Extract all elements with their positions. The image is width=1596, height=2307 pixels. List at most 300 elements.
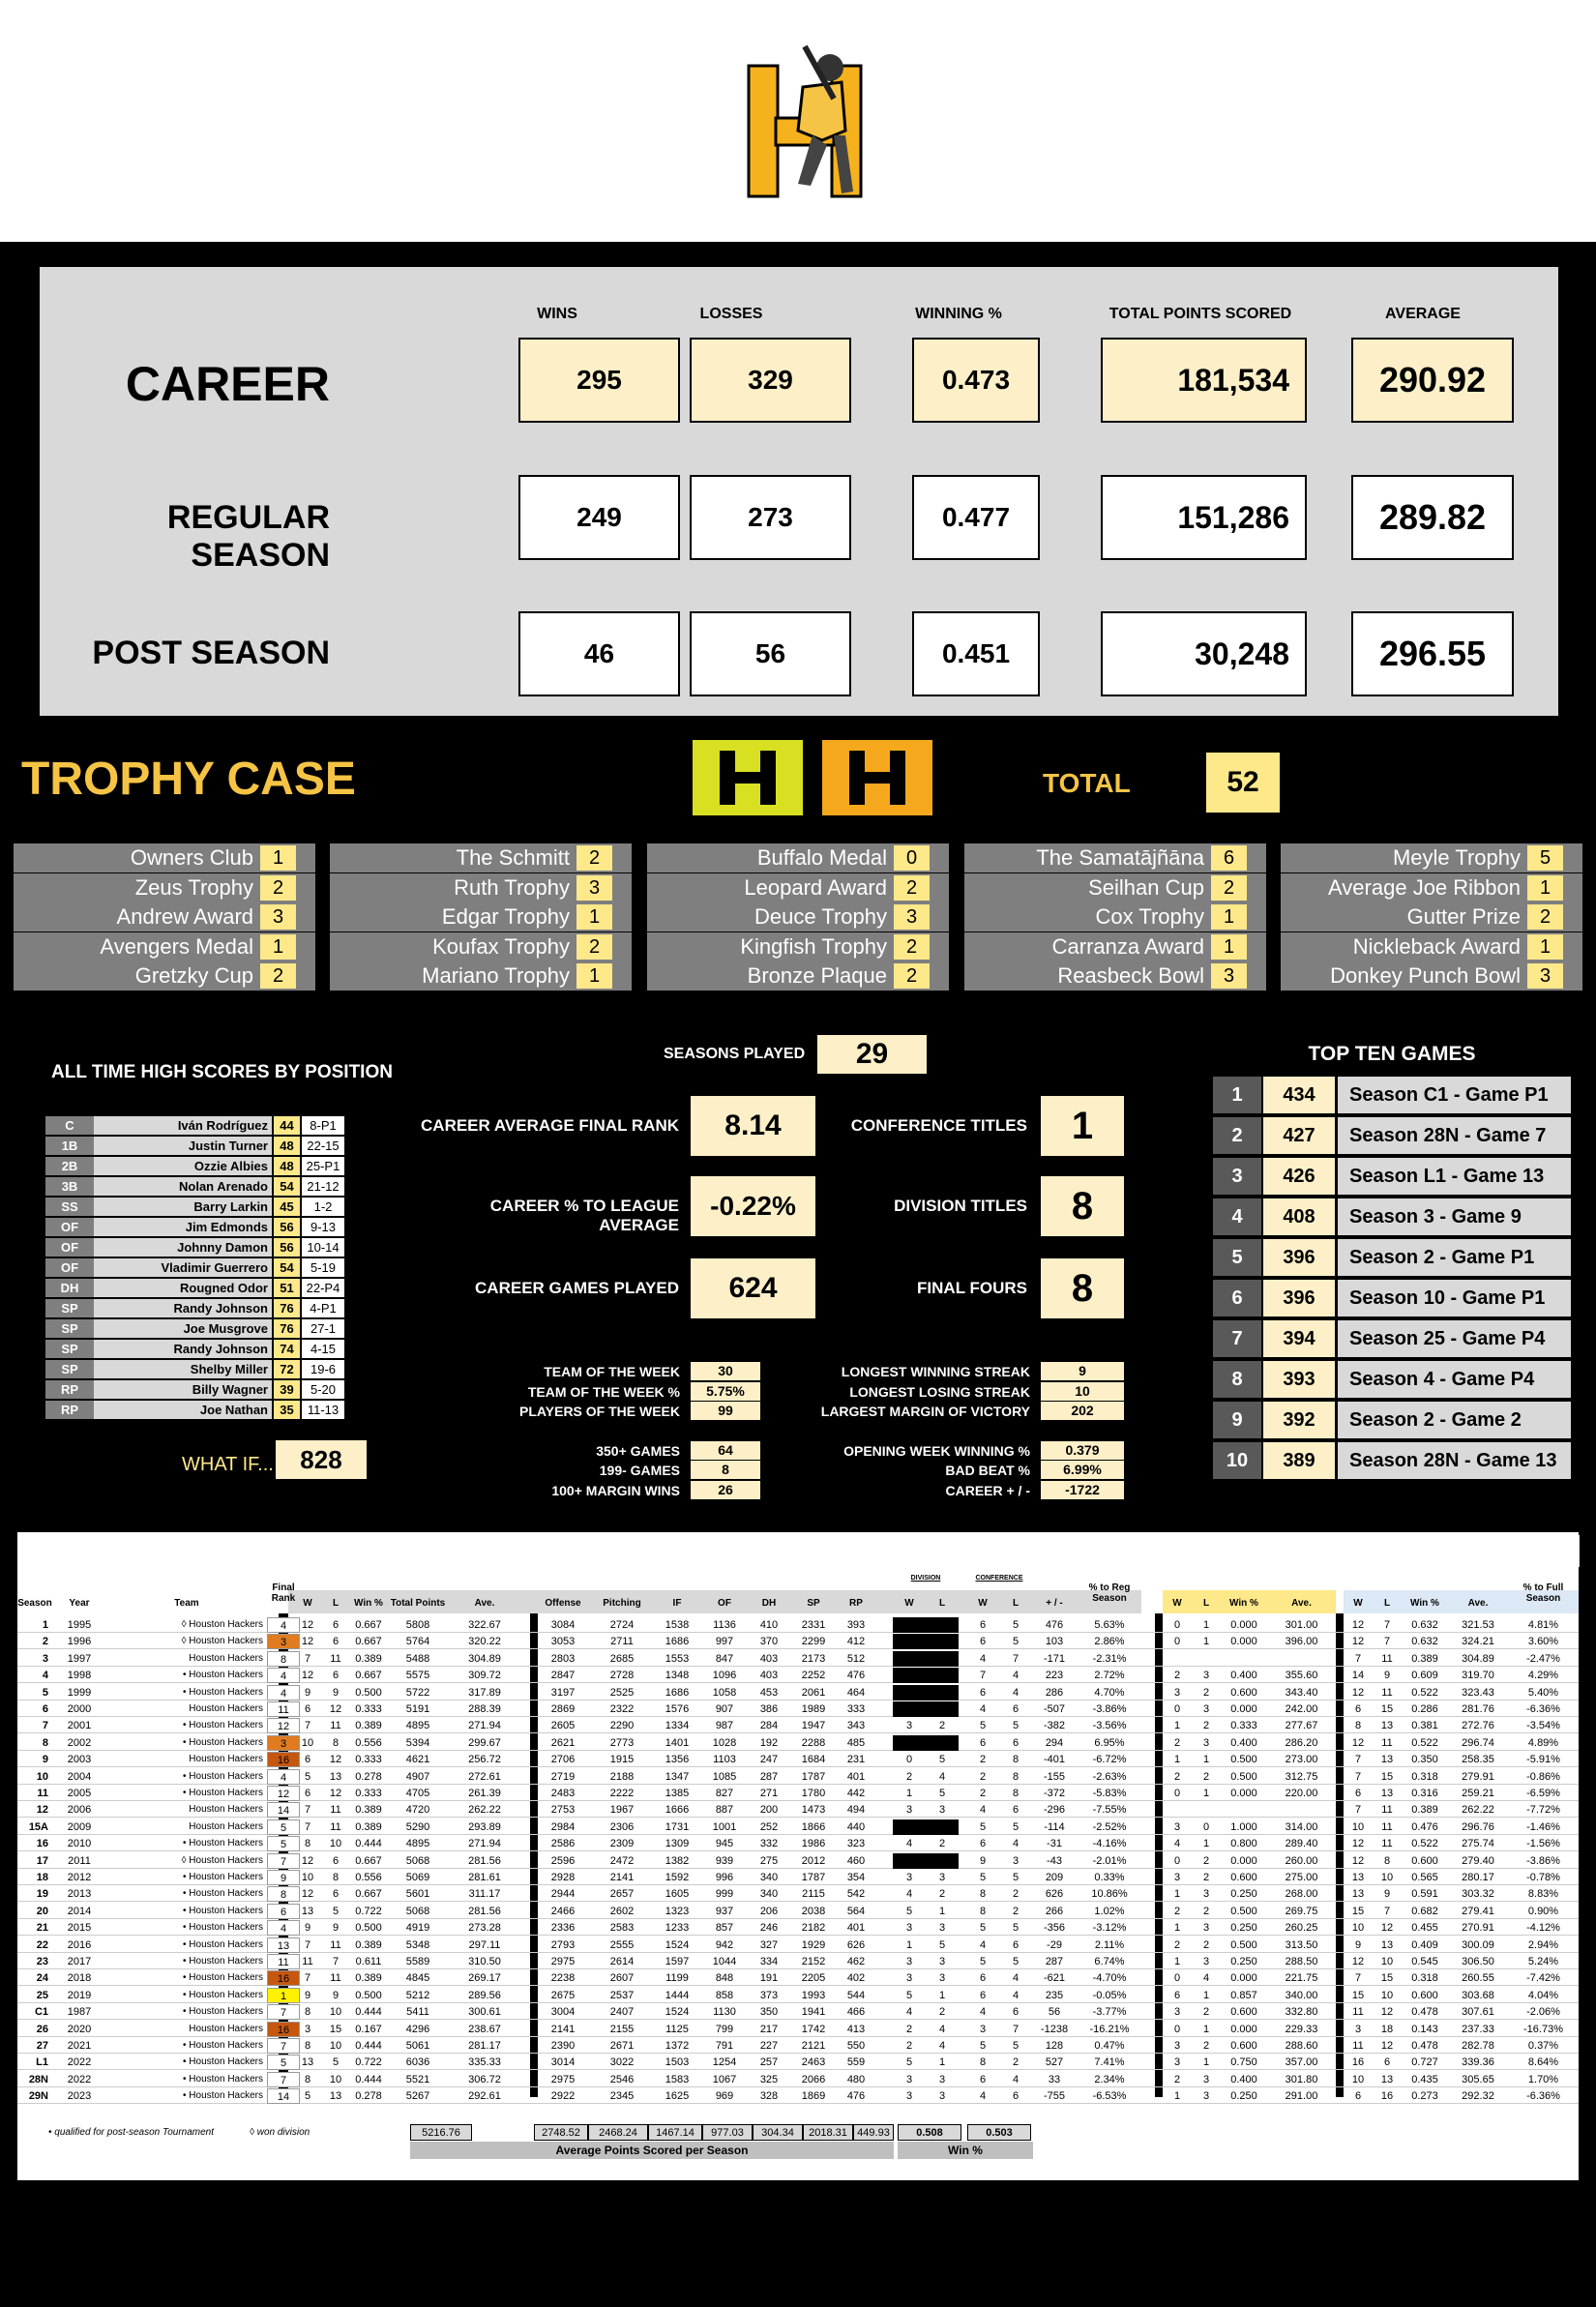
position: RP [45,1401,94,1419]
season-cell: 848 [715,1972,734,1985]
season-cell: • Houston Hackers [183,1888,263,1900]
high-score-row [45,1340,367,1358]
small-stat-value: -1722 [1041,1481,1124,1499]
season-cell: 11 [1381,1820,1393,1833]
season-row [17,1904,1579,1919]
season-cell: 5 [1012,1922,1020,1935]
column-header: W [303,1598,312,1609]
season-row [17,1937,1579,1953]
season-cell: • Houston Hackers [183,1770,263,1782]
top-game-name: Season C1 - Game P1 [1338,1077,1571,1113]
season-cell: 309.72 [468,1670,501,1682]
season-cell: 200 [759,1804,779,1817]
post-losses: 56 [690,611,851,696]
high-scores-title: ALL TIME HIGH SCORES BY POSITION [51,1062,393,1082]
season-cell: -6.59% [1526,1788,1560,1799]
season-cell: 303.68 [1462,1989,1494,2001]
post-average: 296.55 [1351,611,1514,696]
season-cell: 2020 [67,2023,92,2035]
season-cell: L1 [36,2056,48,2069]
season-cell: 2205 [801,1972,826,1985]
player-name: Joe Nathan [94,1401,272,1419]
column-header: L [1383,1598,1391,1609]
season-cell: 0.632 [1411,1619,1438,1631]
season-cell: 291.00 [1285,2090,1318,2103]
season-cell: 1 [267,1988,300,2003]
season-cell: 5 [1012,1636,1020,1648]
season-cell: 0.722 [355,2056,382,2069]
season-cell: 11 [330,1820,341,1833]
season-cell: 0.278 [355,1770,382,1783]
season-cell: 7 [304,1972,311,1985]
season-cell: 0.609 [1411,1670,1438,1682]
season-cell: 300.61 [468,2006,501,2019]
season-cell: 0.000 [1230,2023,1257,2035]
column-header: IF [672,1598,682,1609]
season-cell: 2309 [609,1838,635,1850]
season-cell: 270.91 [1462,1922,1494,1935]
season-cell: 272.76 [1462,1720,1494,1732]
season-cell: 6.95% [1094,1736,1125,1749]
career-total-points: 181,534 [1101,338,1307,423]
season-cell: 268.00 [1285,1888,1318,1901]
season-cell: 3 [1173,2040,1181,2052]
player-name: Johnny Damon [94,1238,272,1257]
trophy-name: Meyle Trophy [1392,845,1521,870]
season-cell: 10 [1380,1956,1394,1967]
season-cell: 0.389 [1411,1804,1438,1817]
season-cell: 275.00 [1285,1872,1318,1883]
column-header: Final Rank [271,1582,296,1604]
high-score-row [45,1198,367,1216]
season-cell [893,1853,926,1869]
season-cell: 1233 [665,1922,690,1935]
season-cell: 307.61 [1462,2006,1494,2019]
season-cell: 11 [330,1652,341,1665]
season-cell: 999 [715,1888,734,1901]
season-cell: 1 [1202,1619,1210,1631]
season-cell: 303.32 [1462,1888,1494,1901]
games-played: 624 [691,1258,815,1318]
season-cell: 4720 [405,1804,430,1817]
season-cell: 12 [329,1788,342,1799]
season-cell: 7 [1383,1905,1391,1917]
season-cell: 10 [329,1838,342,1850]
row-label-post-season: POST SEASON [92,635,330,671]
position: SP [45,1299,94,1317]
season-cell: 4296 [405,2023,430,2035]
season-cell: 791 [715,2040,734,2052]
season-cell: 3 [1173,1872,1181,1883]
season-row [17,1685,1579,1701]
season-cell: 8 [979,1905,987,1917]
season-cell: 3 [1202,2090,1210,2103]
season-cell: 2602 [609,1905,635,1917]
post-wins: 46 [518,611,680,696]
season-cell: 6 [304,1703,311,1715]
season-cell: 11 [330,1972,341,1985]
top-game-name: Season 2 - Game P1 [1338,1239,1571,1276]
season-cell: 3014 [550,2056,576,2069]
trophy-count: 3 [894,904,930,930]
season-cell: 1996 [67,1636,92,1648]
season-cell: 8 [979,2056,987,2069]
top-game-row [1213,1198,1571,1235]
season-cell: 2724 [609,1619,635,1631]
season-cell: 1199 [665,1972,689,1985]
legend-division: ◊ won division [250,2127,310,2138]
season-cell: 1 [938,1989,946,2001]
season-cell: 11 [302,1956,313,1967]
career-losses: 329 [690,338,851,423]
season-cell: 6 [979,2073,987,2085]
season-cell: 2793 [550,1938,576,1951]
trophy-name: Ruth Trophy [454,874,570,900]
top-game-name: Season 28N - Game 13 [1338,1442,1571,1479]
season-cell: 0.632 [1411,1636,1438,1648]
season-cell: 1787 [801,1770,826,1783]
season-cell: 5601 [405,1888,430,1901]
season-cell: 289.56 [468,1989,501,2001]
season-cell: -0.78% [1526,1872,1560,1883]
top-game-name: Season 4 - Game P4 [1338,1361,1571,1398]
season-cell: 3 [905,1872,913,1883]
season-cell: 10 [1380,1872,1394,1883]
column-header: W [1353,1598,1363,1609]
season-cell: 18 [36,1872,48,1883]
top-game-row [1213,1280,1571,1316]
season-cell: 1686 [665,1686,690,1699]
trophy-count: 3 [260,904,296,930]
trophy-row [14,961,315,991]
avg-rank-label: CAREER AVERAGE FINAL RANK [421,1116,679,1135]
season-cell: 2 [1012,1888,1020,1901]
season-cell: 2869 [550,1703,576,1715]
h-badge-green-icon [693,740,803,815]
season-cell: 2016 [67,1938,92,1951]
season-cell: 209 [1045,1872,1064,1883]
season-cell: 3 [938,2090,946,2103]
season-cell: 16 [1380,2090,1394,2103]
season-cell: 1993 [801,1989,826,2001]
trophy-total: 52 [1206,753,1280,813]
season-cell: 0.600 [1230,1686,1257,1699]
season-cell: 2011 [68,1854,91,1867]
season-cell: 19 [36,1888,48,1901]
season-cell: 12 [329,1754,342,1766]
season-cell: -4.70% [1092,1972,1127,1985]
small-stat-value: 10 [1041,1382,1124,1401]
player-name: Justin Turner [94,1137,272,1155]
season-cell: • Houston Hackers [183,2056,263,2068]
season-cell: 237.33 [1462,2023,1494,2035]
season-cell: 4 [938,2023,946,2035]
season-cell [1267,1651,1336,1667]
season-cell: 261.39 [468,1788,501,1799]
season-cell: 1929 [801,1938,826,1951]
trophy-name: Buffalo Medal [756,845,887,870]
season-cell: 7 [1354,1972,1362,1985]
season-cell: 296.74 [1462,1736,1494,1749]
season-cell: 8 [304,2073,311,2085]
season-cell: 0.278 [355,2090,382,2103]
season-cell: 2 [938,1838,946,1850]
player-name: Ozzie Albies [94,1157,272,1175]
season-cell: 286.20 [1285,1736,1318,1749]
season-cell: 5 [332,1905,340,1917]
season-cell: • Houston Hackers [183,1670,263,1681]
trophy-name: The Schmitt [456,845,570,870]
season-cell: 0.500 [355,1922,382,1935]
season-cell: 1605 [665,1888,690,1901]
season-cell: 5575 [405,1670,430,1682]
season-cell: 8 [1383,1854,1391,1867]
season-cell: 550 [846,2040,866,2052]
season-cell: 288.39 [468,1703,501,1715]
season-cell: 12 [1380,1922,1394,1935]
season-cell: 5 [267,1836,300,1851]
season-cell: 1989 [801,1703,826,1715]
season-cell: 1 [1173,2090,1181,2103]
season-cell: 0.500 [1230,1754,1257,1766]
season-cell: 442 [846,1788,866,1799]
season-cell: 23 [36,1956,48,1967]
row-label-career: CAREER [125,357,330,411]
season-cell: 1684 [801,1754,826,1766]
season-row [17,1668,1579,1683]
season-cell: 11 [1352,2040,1364,2052]
season-cell: 24 [36,1972,48,1985]
season-cell: 6 [1383,2056,1391,2069]
season-row [17,1836,1579,1851]
season-cell: 33 [1048,2073,1061,2085]
season-cell: 4 [905,2006,913,2019]
season-cell: 2 [905,2040,913,2052]
season-cell: 3 [938,2073,946,2085]
season-cell: -2.47% [1526,1652,1560,1665]
season-cell: 2238 [550,1972,576,1985]
season-cell: 343 [846,1720,866,1732]
season-cell: 322.67 [468,1619,501,1631]
season-cell: 6 [1012,1703,1020,1715]
season-cell: 1 [1202,2056,1210,2069]
trophy-row [647,843,949,873]
season-cell: 4.89% [1527,1736,1559,1749]
pct-league-label: CAREER % TO LEAGUE AVERAGE [489,1197,679,1234]
small-stat-label: OPENING WEEK WINNING % [843,1443,1030,1459]
top-game-score: 396 [1263,1239,1335,1276]
season-cell: 8 [304,1838,311,1850]
season-cell: 2 [1202,1854,1210,1867]
season-cell: -372 [1043,1788,1066,1799]
season-cell: 28N [28,2073,48,2085]
season-cell: 3 [938,1972,946,1985]
season-cell: 16 [1351,2056,1365,2069]
trophy-row [330,843,632,873]
season-cell: 320.22 [468,1636,501,1648]
season-cell: 11 [1381,1652,1393,1665]
col-header-average: AVERAGE [1385,306,1461,322]
season-cell: 321.53 [1462,1619,1494,1631]
season-cell: 2675 [550,1989,576,2001]
season-cell: • Houston Hackers [183,1838,263,1849]
season-cell [893,1617,926,1633]
score: 54 [274,1258,300,1277]
col-header-total-points: TOTAL POINTS SCORED [1108,306,1292,322]
season-cell: 453 [759,1686,779,1699]
season-row [17,1988,1579,2003]
season-cell: 325 [759,2073,779,2085]
season-cell: 3004 [550,2006,576,2019]
season-cell: 464 [846,1686,866,1699]
season-cell: -5.91% [1526,1754,1560,1766]
season-cell: 403 [759,1670,779,1682]
season-cell: 4 [979,1804,987,1817]
season-cell: -1238 [1040,2023,1069,2035]
season-cell: 1 [1202,1788,1210,1799]
season-cell: 340.00 [1285,1989,1318,2001]
season-cell: 0.611 [355,1956,382,1967]
game-id: 5-20 [302,1380,344,1399]
high-score-row [45,1157,367,1175]
season-cell: 4.29% [1527,1670,1559,1682]
small-stat-value: 99 [691,1402,760,1420]
season-cell: 8 [1354,1720,1362,1732]
season-cell: 10 [301,1736,314,1749]
season-cell: 4 [979,1703,987,1715]
game-id: 22-15 [302,1137,344,1155]
season-cell [893,1634,926,1649]
season-cell: 393 [846,1619,866,1631]
season-cell: 2061 [801,1686,826,1699]
season-cell: 11 [1381,1838,1393,1850]
season-cell: 440 [846,1820,866,1833]
trophy-count: 2 [1211,875,1247,901]
season-cell: 0.250 [1230,2090,1257,2103]
season-cell: 7 [1354,1770,1362,1783]
season-cell: 284 [759,1720,779,1732]
avg-value: 2018.31 [803,2124,853,2141]
season-cell [1163,1651,1192,1667]
season-cell: 527 [1045,2056,1064,2069]
season-cell: 626 [1045,1888,1064,1901]
column-header: + / - [1046,1598,1063,1609]
top-game-score: 427 [1263,1117,1335,1154]
trophy-name: Andrew Award [116,904,253,929]
season-cell: 4 [267,1685,300,1701]
season-cell: 5394 [405,1736,430,1749]
season-cell: 6 [1354,2090,1362,2103]
season-cell: 220.00 [1285,1788,1318,1799]
season-cell: -3.77% [1092,2006,1127,2019]
division-header: DIVISION [910,1575,941,1582]
season-cell: 5212 [405,1989,430,2001]
season-cell: 7 [979,1670,987,1682]
season-cell: 305.65 [1462,2073,1494,2085]
season-cell: 2322 [609,1703,635,1715]
season-cell: 5 [42,1686,48,1699]
season-cell: 1.70% [1527,2073,1559,2085]
season-cell: 311.17 [468,1888,501,1901]
season-cell: 306.72 [468,2073,501,2085]
season-cell: 279.40 [1462,1854,1494,1867]
season-cell: 1967 [609,1804,635,1817]
season-cell: ◊ Houston Hackers [181,1619,263,1630]
season-cell: 235 [1045,1989,1064,2001]
season-cell: 9 [304,1686,311,1699]
season-cell: 3053 [550,1636,576,1648]
season-cell: 0.000 [1230,1636,1257,1648]
season-cell: 0.000 [1230,1788,1257,1799]
season-cell: Houston Hackers [189,1754,263,1765]
season-cell: 6 [979,1972,987,1985]
position: SP [45,1319,94,1338]
season-cell: 269.17 [468,1972,501,1985]
season-cell: 227 [759,2040,779,2052]
season-row [17,2055,1579,2070]
small-stat-value: 0.379 [1041,1441,1124,1460]
season-cell: 3 [905,1922,913,1935]
season-cell: 396.00 [1285,1636,1318,1648]
season-cell: 5.63% [1094,1619,1125,1631]
column-header: W [1172,1598,1182,1609]
high-score-row [45,1401,367,1419]
season-cell: 3 [938,1922,946,1935]
regular-wins: 249 [518,475,680,560]
game-id: 4-15 [302,1340,344,1358]
season-cell [1221,1651,1267,1667]
small-stat-value: 5.75% [691,1382,760,1401]
season-cell: • Houston Hackers [183,2090,263,2102]
trophy-count: 1 [576,963,612,989]
season-cell: 16 [267,1752,300,1767]
season-cell: 6 [1354,1788,1362,1799]
season-cell: 0.591 [1411,1888,1438,1901]
season-cell: 0.389 [355,1804,382,1817]
season-cell: 969 [715,2090,734,2103]
season-cell: 2290 [609,1720,635,1732]
season-cell: 3 [267,1634,300,1649]
season-cell: 12 [1351,1686,1365,1699]
high-score-row [45,1177,367,1196]
season-cell: 0.857 [1230,1989,1257,2001]
trophy-count: 1 [260,845,296,871]
season-cell: 7 [267,1853,300,1869]
post-total-points: 30,248 [1101,611,1307,696]
season-cell: 1085 [712,1770,737,1783]
season-cell: 1 [1173,1956,1181,1967]
season-cell: 0.478 [1411,2006,1438,2019]
season-cell: 231 [846,1754,866,1766]
season-cell: 282.78 [1462,2040,1494,2052]
season-cell: 0.444 [355,1838,382,1850]
season-row [17,1970,1579,1986]
season-cell: 2685 [609,1652,635,1665]
trophy-name: Cox Trophy [1095,904,1204,929]
game-id: 5-19 [302,1258,344,1277]
season-cell [926,1668,959,1683]
season-cell: 7 [332,1956,340,1967]
season-cell: 281.61 [468,1872,501,1883]
season-cell: 12 [1351,1838,1365,1850]
season-cell: 5 [332,2056,340,2069]
top-game-row [1213,1402,1571,1438]
high-score-row [45,1360,367,1378]
season-cell: 1987 [67,2006,92,2019]
season-cell: Houston Hackers [189,1804,263,1816]
player-name: Joe Musgrove [94,1319,272,1338]
season-row [17,1769,1579,1785]
